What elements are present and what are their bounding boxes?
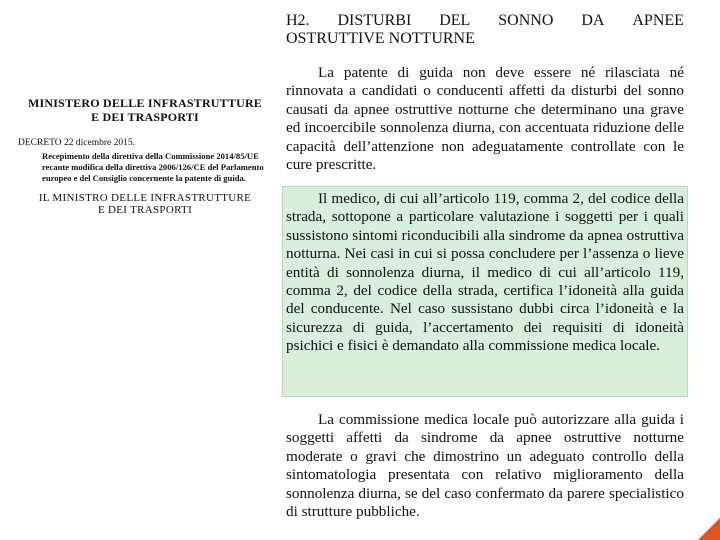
paragraph-1: La patente di guida non deve essere né rilasciata né rinnovata a candidati o conducenti affetti da disturbi del sonno causati da apnee ostruttive notturne che determinano una grave ed incoercibile sonnolenza diurna, con accentuata riduzione delle capacità dell’attenzione non adeguatamente controllate con le cure prescritte.: [286, 64, 684, 174]
title-word: DA: [581, 12, 605, 29]
ministry-name: [14, 96, 276, 124]
corner-accent: [698, 518, 720, 540]
section-title: [286, 12, 684, 48]
section-h2: [286, 12, 684, 174]
title-word: APNEE: [632, 12, 684, 29]
title-line-1: [286, 12, 684, 30]
decree-description: Recepimento della direttiva della Commissione 2014/85/UE recante modifica della direttiva 2006/126/CE del Parlamento europeo e del Consiglio concernente la patente di guida.: [42, 151, 264, 183]
title-line-2: OSTRUTTIVE NOTTURNE: [286, 30, 475, 47]
title-word: DISTURBI: [337, 12, 412, 29]
minister-heading: [14, 192, 276, 216]
paragraph-2-highlighted: Il medico, di cui all’articolo 119, comma 2, del codice della strada, sottopone a particolare valutazione i soggetti per i quali sussistono sintomi riconducibili alla sindrome da apnea ostruttiva notturna. Nei casi in cui si possa concludere per l’assenza o lieve entità di sonnolenza diurna, il medico di cui all’articolo 119, comma 2, del codice della strada, certifica l’idoneità alla guida del conducente. Nel caso sussistano dubbi circa l’idoneità e la sicurezza di guida, l’accertamento dei requisiti di idoneità psichici e fisici è demandato alla commissione medica locale.: [286, 190, 684, 355]
title-word: DEL: [439, 12, 471, 29]
decree-header-panel: [14, 96, 276, 216]
ministry-line-1: MINISTERO DELLE INFRASTRUTTURE: [27, 96, 263, 110]
title-word: SONNO: [498, 12, 554, 29]
decree-date: DECRETO 22 dicembre 2015.: [18, 138, 135, 148]
paragraph-3: La commissione medica locale può autorizzare alla guida i soggetti affetti da sindrome da apnee ostruttive notturne moderate o gravi che dimostrino un adeguato controllo della sintomatologia presentata con relativo miglioramento della sonnolenza diurna, se del caso confermato da parere specialistico di strutture pubbliche.: [286, 411, 684, 521]
ministry-line-2: E DEI TRASPORTI: [91, 110, 199, 124]
minister-line-2: E DEI TRASPORTI: [97, 204, 193, 216]
title-code: H2.: [286, 12, 310, 29]
minister-line-1: IL MINISTRO DELLE INFRASTRUTTURE: [38, 192, 252, 204]
